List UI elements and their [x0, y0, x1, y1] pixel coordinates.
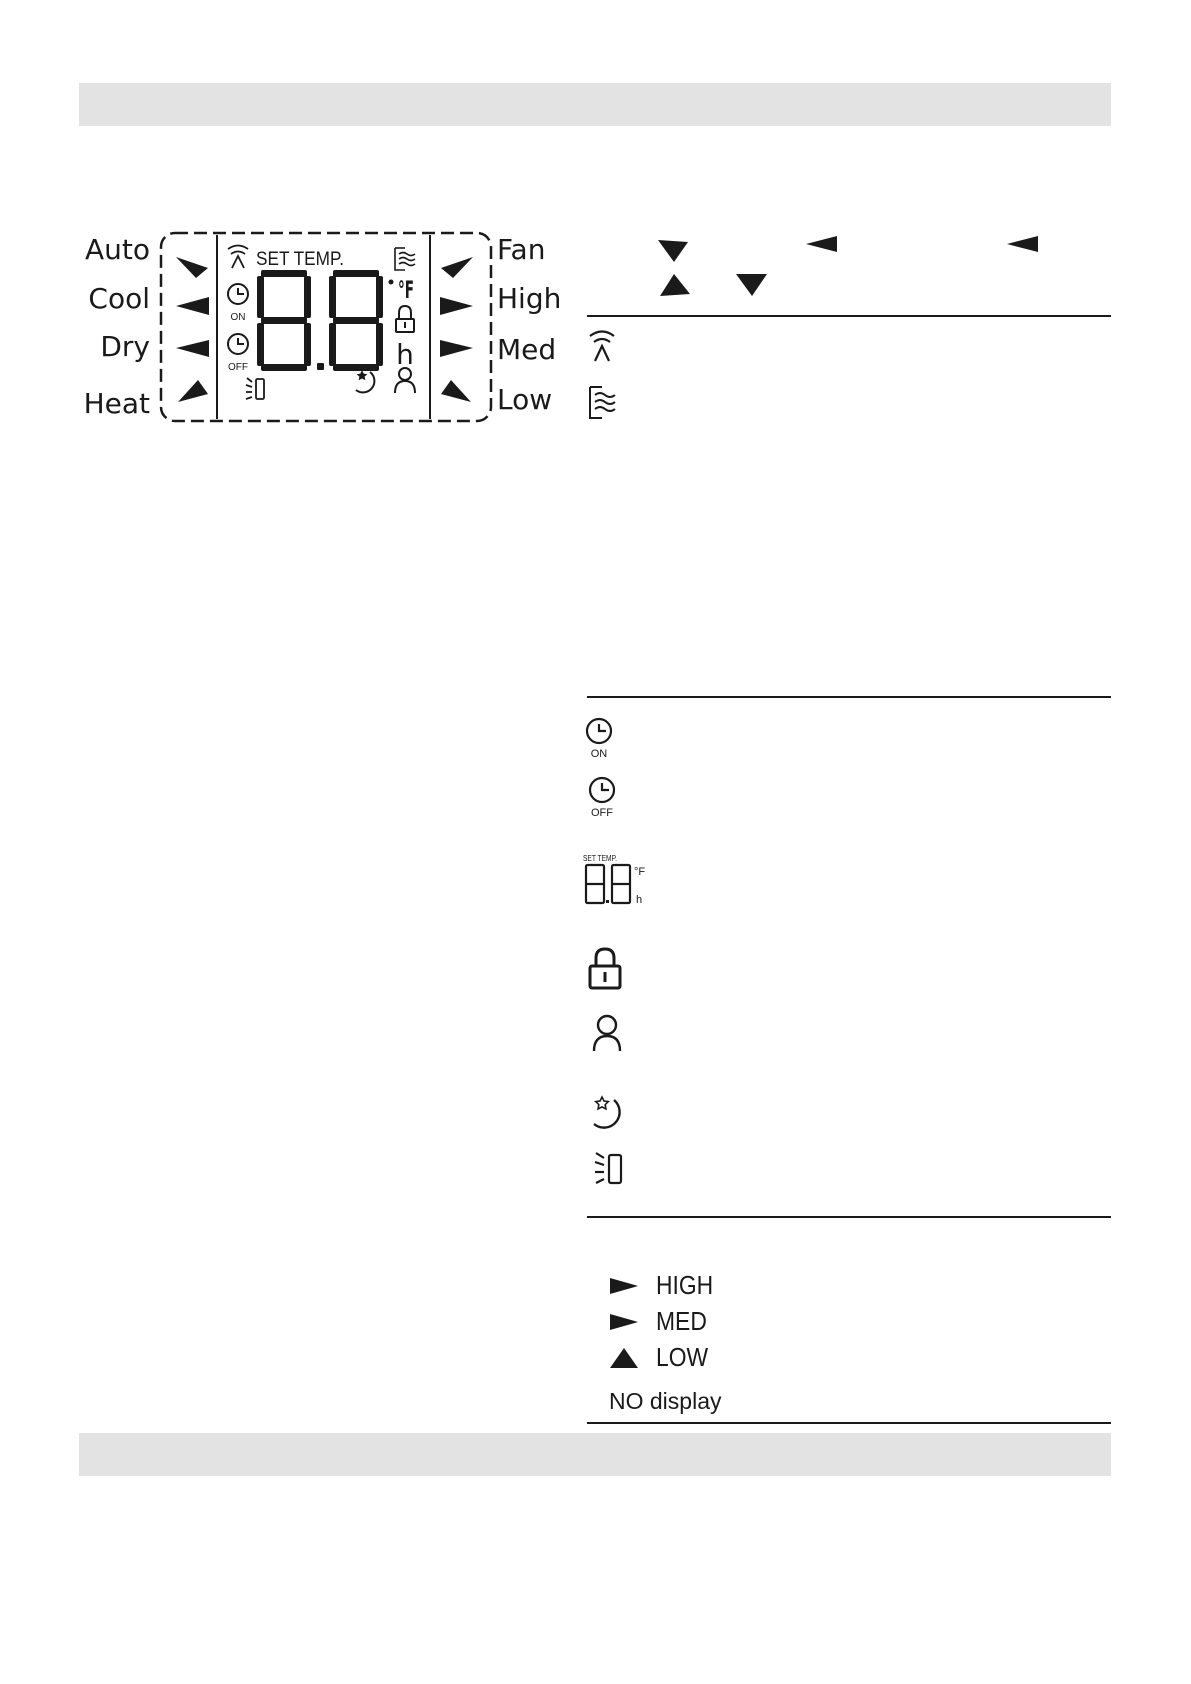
med-arrow-icon [440, 340, 473, 357]
mini-unit-f: °F [634, 866, 646, 878]
high-arrow-icon [440, 297, 473, 315]
sleep-icon [356, 371, 374, 392]
wireless-icon-legend [586, 327, 622, 365]
divider-1 [587, 315, 1111, 317]
right-triangle-icon [610, 1278, 638, 1294]
mode-label-heat: Heat [83, 387, 150, 420]
heat-arrow-icon [178, 380, 208, 402]
display-light-icon [246, 378, 264, 399]
fan-speed-high-label: HIGH [656, 1270, 714, 1300]
mini-set-temp: SET TEMP. [583, 854, 617, 863]
person-icon-legend [591, 1014, 625, 1054]
mode-label-dry: Dry [100, 330, 150, 363]
up-triangle-icon [610, 1348, 638, 1368]
timer-off-icon-legend [587, 776, 623, 820]
person-icon [395, 368, 415, 393]
fan-mode-icon [395, 248, 415, 270]
display-light-icon-legend [592, 1150, 628, 1188]
timer-off-caption: OFF [591, 807, 613, 819]
divider-2 [587, 696, 1111, 698]
timer-off-icon [228, 334, 248, 354]
lcd-timer-off-label: OFF [228, 362, 248, 373]
fan-arrow-icon [441, 257, 473, 278]
dry-arrow-icon [176, 340, 209, 357]
auto-arrow-icon [176, 257, 208, 278]
no-display-label: NO display [609, 1388, 722, 1414]
mode-label-cool: Cool [88, 282, 150, 315]
timer-on-icon-legend [584, 717, 620, 761]
wireless-icon [228, 246, 248, 269]
down-arrow-icon [658, 240, 688, 262]
fan-mode-icon-legend [586, 384, 622, 422]
timer-on-icon [228, 284, 248, 304]
left-arrow-icon-2 [1007, 236, 1038, 252]
timer-on-caption: ON [590, 748, 608, 760]
lcd-unit-h: h [396, 338, 414, 371]
lock-icon-legend [587, 946, 623, 992]
lock-icon [396, 306, 414, 332]
footer-band [79, 1433, 1111, 1476]
degree-dot [389, 280, 394, 285]
mode-label-auto: Auto [84, 233, 150, 266]
fan-label-fan: Fan [497, 233, 546, 266]
lcd-digits [257, 270, 383, 371]
header-band [79, 83, 1111, 126]
fan-label-high: High [497, 282, 562, 315]
lcd-timer-on-label: ON [230, 312, 246, 323]
fan-label-med: Med [497, 333, 557, 366]
left-arrow-icon-1 [806, 236, 837, 252]
set-temp-icon-legend [583, 853, 651, 909]
lcd-unit-f: °F [398, 276, 414, 304]
fan-label-low: Low [497, 383, 553, 416]
divider-4 [587, 1422, 1111, 1424]
low-arrow-icon [441, 380, 471, 402]
up-arrow-icon [660, 274, 690, 296]
down-arrow-icon-2 [736, 274, 767, 296]
lcd-set-temp-label: SET TEMP. [256, 249, 344, 270]
right-triangle-icon [610, 1314, 638, 1330]
sleep-icon-legend [588, 1094, 628, 1134]
lcd-display [158, 230, 494, 424]
cool-arrow-icon [176, 297, 209, 315]
fan-speed-med-label: MED [656, 1306, 707, 1336]
fan-speed-low-label: LOW [656, 1342, 709, 1372]
arrow-legend-top [650, 232, 1050, 302]
mini-unit-h: h [636, 894, 643, 906]
divider-3 [587, 1216, 1111, 1218]
